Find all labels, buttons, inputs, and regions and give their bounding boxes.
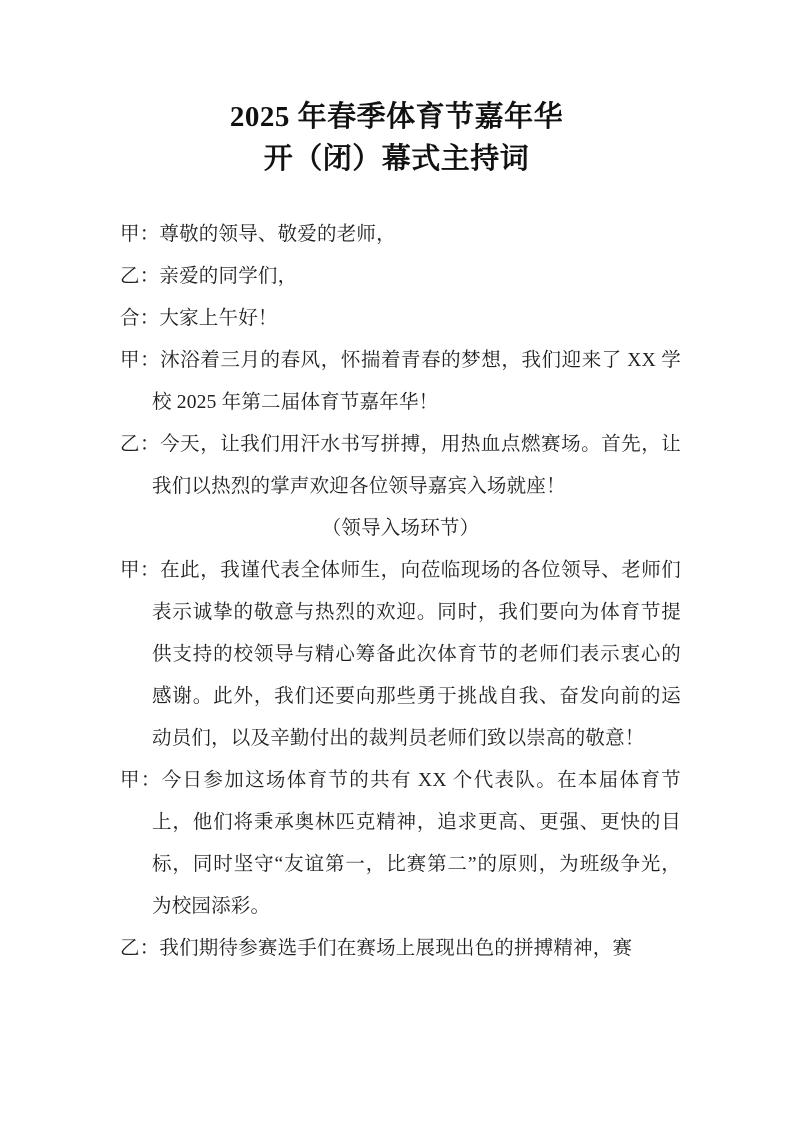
speaker-label: 合： — [120, 308, 160, 329]
speaker-label: 乙： — [120, 266, 160, 287]
speaker-label: 乙： — [120, 938, 160, 959]
script-paragraph — [120, 760, 681, 928]
paragraph-text: 在此，我谨代表全体师生，向莅临现场的各位领导、老师们表示诚挚的敬意与热烈的欢迎。同时，我们要向为体育节提供支持的校领导与精心筹备此次体育节的老师们表示衷心的感谢。此外，我们还要向那些勇于挑战自我、奋发向前的运动员们，以及辛勤付出的裁判员老师们致以崇高的敬意！ — [152, 560, 682, 749]
script-paragraph — [120, 340, 681, 424]
paragraph-text: 沐浴着三月的春风，怀揣着青春的梦想，我们迎来了 XX 学校 2025 年第二届体育节嘉年华！ — [152, 350, 682, 413]
speaker-label: 乙： — [120, 434, 161, 455]
paragraph-text: 大家上午好！ — [159, 308, 278, 329]
title-line-2: 开（闭）幕式主持词 — [263, 143, 530, 175]
speaker-label: 甲： — [120, 350, 161, 371]
paragraph-text: （领导入场环节） — [321, 518, 480, 539]
document-title — [0, 96, 793, 180]
paragraph-text: 今日参加这场体育节的共有 XX 个代表队。在本届体育节上，他们将秉承奥林匹克精神，追求更高、更强、更快的目标，同时坚守“友谊第一，比赛第二”的原则，为班级争光，为校园添彩。 — [152, 770, 681, 917]
script-paragraph — [120, 298, 681, 340]
script-paragraph — [120, 550, 681, 760]
title-line-1: 2025 年春季体育节嘉年华 — [229, 101, 564, 133]
paragraph-text: 今天，让我们用汗水书写拼搏，用热血点燃赛场。首先，让我们以热烈的掌声欢迎各位领导嘉宾入场就座！ — [152, 434, 682, 497]
paragraph-text: 亲爱的同学们， — [159, 266, 298, 287]
paragraph-text: 尊敬的领导、敬爱的老师， — [159, 224, 396, 245]
speaker-label: 甲： — [120, 560, 161, 581]
script-paragraph — [120, 424, 681, 508]
stage-direction-line — [120, 508, 681, 550]
script-paragraph — [120, 256, 681, 298]
script-paragraph — [120, 928, 681, 970]
paragraph-text: 我们期待参赛选手们在赛场上展现出色的拼搏精神，赛 — [159, 938, 633, 959]
document-body — [120, 214, 681, 970]
script-paragraph — [120, 214, 681, 256]
speaker-label: 甲： — [120, 224, 160, 245]
speaker-label: 甲： — [120, 770, 162, 791]
